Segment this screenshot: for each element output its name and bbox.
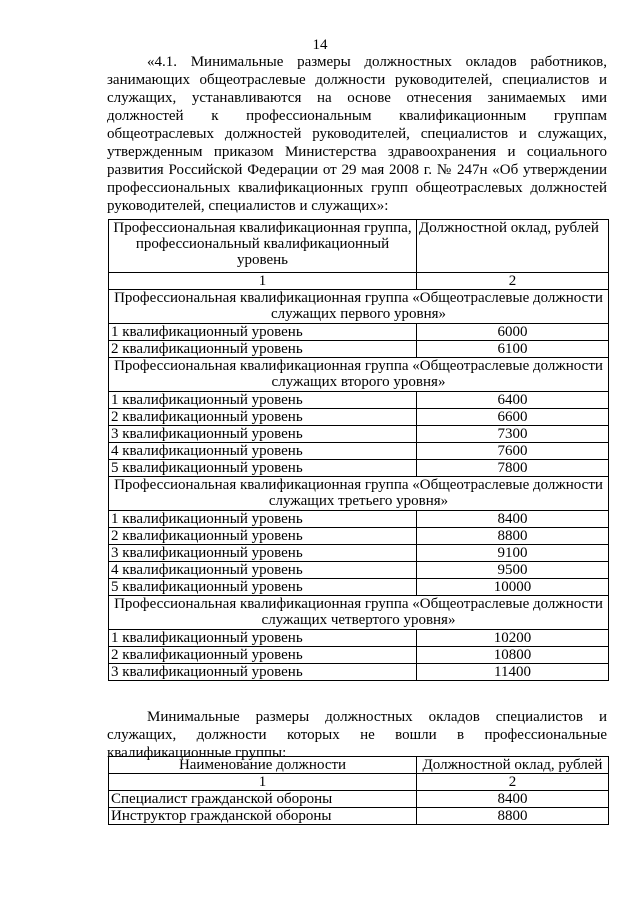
salary-value: 8400	[417, 791, 609, 808]
page-number: 14	[312, 37, 328, 53]
position-name: Специалист гражданской обороны	[109, 791, 417, 808]
table-row	[109, 443, 609, 460]
header-salary: Должностной оклад, рублей	[417, 220, 609, 273]
salary-value: 8400	[417, 511, 609, 528]
salary-value: 10800	[417, 647, 609, 664]
group-title: Профессиональная квалификационная группа «Общеотраслевые должности служащих первого уровня»	[109, 290, 609, 324]
table-row	[109, 392, 609, 409]
level-name: 3 квалификационный уровень	[109, 426, 417, 443]
level-name: 3 квалификационный уровень	[109, 664, 417, 681]
column-number-2: 2	[417, 774, 609, 791]
position-name: Инструктор гражданской обороны	[109, 808, 417, 825]
header-salary: Должностной оклад, рублей	[417, 757, 609, 774]
level-name: 2 квалификационный уровень	[109, 647, 417, 664]
table-row	[109, 808, 609, 825]
level-name: 1 квалификационный уровень	[109, 511, 417, 528]
column-number-2: 2	[417, 273, 609, 290]
intro-paragraph: «4.1. Минимальные размеры должностных окладов работников, занимающих общеотраслевые должности руководителей, специалистов и служащих, устанавливаются на основе отнесения занимаемых ими должностей к профессиональным квалификационным группам общеотраслевых должностей руководителей, специалистов и служащих, утвержденным приказом Министерства здравоохранения и социального развития Российской Федерации от 29 мая 2008 г. № 247н «Об утверждении профессиональных квалификационных групп общеотраслевых должностей руководителей, специалистов и служащих»:	[107, 54, 607, 214]
level-name: 4 квалификационный уровень	[109, 562, 417, 579]
table-row	[109, 791, 609, 808]
salary-value: 11400	[417, 664, 609, 681]
table-row	[109, 562, 609, 579]
header-group-level: Профессиональная квалификационная группа, профессиональный квалификационный уровень	[109, 220, 417, 273]
table-row	[109, 630, 609, 647]
table-header-row	[109, 757, 609, 774]
level-name: 4 квалификационный уровень	[109, 443, 417, 460]
group-header-row	[109, 358, 609, 392]
salary-value: 6100	[417, 341, 609, 358]
table-header-row	[109, 220, 609, 273]
level-name: 2 квалификационный уровень	[109, 341, 417, 358]
salary-value: 7800	[417, 460, 609, 477]
header-position: Наименование должности	[109, 757, 417, 774]
salary-value: 10200	[417, 630, 609, 647]
salary-value: 10000	[417, 579, 609, 596]
level-name: 3 квалификационный уровень	[109, 545, 417, 562]
table-row	[109, 528, 609, 545]
level-name: 2 квалификационный уровень	[109, 409, 417, 426]
group-title: Профессиональная квалификационная группа «Общеотраслевые должности служащих третьего уровня»	[109, 477, 609, 511]
salary-value: 8800	[417, 528, 609, 545]
table-row	[109, 664, 609, 681]
salary-value: 6000	[417, 324, 609, 341]
table-row	[109, 647, 609, 664]
table-row	[109, 545, 609, 562]
level-name: 5 квалификационный уровень	[109, 579, 417, 596]
table-row	[109, 341, 609, 358]
level-name: 2 квалификационный уровень	[109, 528, 417, 545]
salary-value: 8800	[417, 808, 609, 825]
salary-value: 7600	[417, 443, 609, 460]
group-header-row	[109, 596, 609, 630]
group-header-row	[109, 477, 609, 511]
column-number-row	[109, 774, 609, 791]
second-paragraph: Минимальные размеры должностных окладов специалистов и служащих, должности которых не вошли в профессиональные квалификационные группы:	[107, 709, 607, 761]
salary-table-other	[108, 756, 609, 825]
level-name: 1 квалификационный уровень	[109, 324, 417, 341]
table-row	[109, 579, 609, 596]
salary-value: 9100	[417, 545, 609, 562]
salary-value: 9500	[417, 562, 609, 579]
table-row	[109, 324, 609, 341]
column-number-1: 1	[109, 774, 417, 791]
salary-value: 7300	[417, 426, 609, 443]
level-name: 1 квалификационный уровень	[109, 630, 417, 647]
table-row	[109, 511, 609, 528]
group-header-row	[109, 290, 609, 324]
salary-value: 6600	[417, 409, 609, 426]
salary-table-general	[108, 219, 609, 681]
group-title: Профессиональная квалификационная группа «Общеотраслевые должности служащих второго уровня»	[109, 358, 609, 392]
column-number-row	[109, 273, 609, 290]
level-name: 1 квалификационный уровень	[109, 392, 417, 409]
table-row	[109, 460, 609, 477]
column-number-1: 1	[109, 273, 417, 290]
table-row	[109, 409, 609, 426]
group-title: Профессиональная квалификационная группа «Общеотраслевые должности служащих четвертого уровня»	[109, 596, 609, 630]
level-name: 5 квалификационный уровень	[109, 460, 417, 477]
salary-value: 6400	[417, 392, 609, 409]
table-row	[109, 426, 609, 443]
